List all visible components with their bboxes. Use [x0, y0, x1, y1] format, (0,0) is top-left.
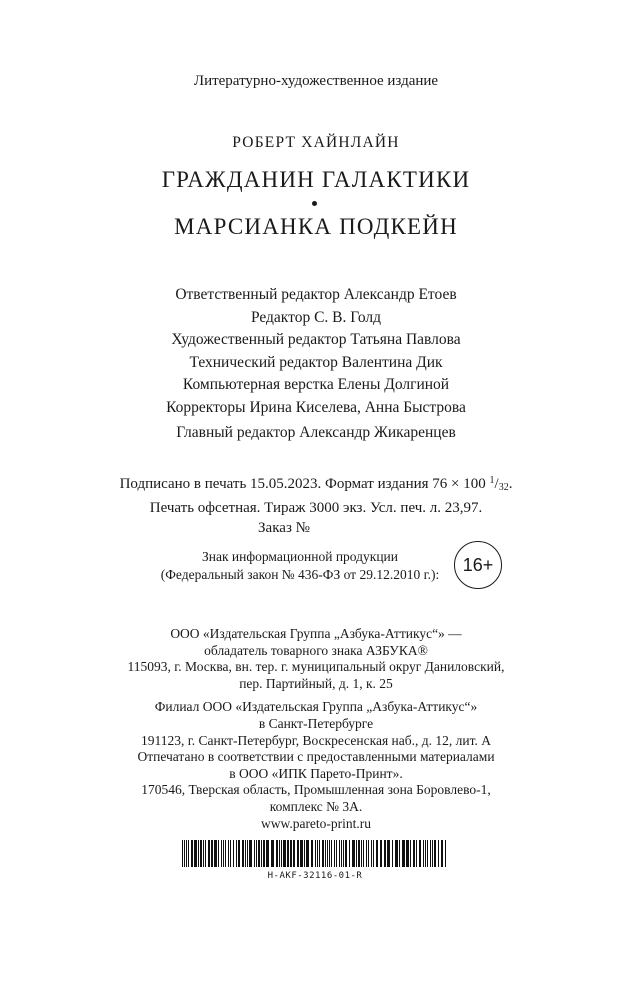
age-rating-badge: 16+ [454, 541, 502, 589]
barcode-bar [211, 840, 213, 867]
barcode-bar [236, 840, 237, 867]
barcode-bar [319, 840, 320, 867]
publisher-line: обладатель товарного знака АЗБУКА® [204, 642, 428, 658]
barcode-bar [352, 840, 355, 867]
printer-line: комплекс № 3А. [269, 798, 363, 814]
barcode-bar [290, 840, 292, 867]
barcode-bar [349, 840, 350, 867]
barcode-bar [214, 840, 217, 867]
branch-line: Филиал ООО «Издательская Группа „Азбука-Аттикус“» [154, 699, 478, 715]
barcode-bar [198, 840, 199, 867]
print-info-line-2: Печать офсетная. Тираж 3000 экз. Усл. печ. л. 23,97. [149, 500, 483, 516]
barcode-bar [225, 840, 226, 867]
barcode-bar [413, 840, 415, 867]
barcode-bar [356, 840, 357, 867]
barcode-bar [334, 840, 335, 867]
credit-line: Редактор С. В. Голд [250, 308, 382, 326]
barcode-bar [423, 840, 424, 867]
barcode-bar [317, 840, 318, 867]
format-denominator: 32 [498, 482, 509, 493]
barcode-bar [205, 840, 206, 867]
branch-line: в Санкт-Петербурге [258, 715, 374, 731]
barcode-bar [339, 840, 340, 867]
branch-line: 191123, г. Санкт-Петербург, Воскресенская наб., д. 12, лит. А [141, 732, 491, 748]
barcode-bar [266, 840, 269, 867]
barcode-bar [300, 840, 303, 867]
barcode-bar [208, 840, 210, 867]
barcode-bar [343, 840, 344, 867]
barcode-bar [311, 840, 313, 867]
credit-line: Компьютерная верстка Елены Долгиной [182, 376, 450, 393]
barcode-bar [263, 840, 265, 867]
publisher-line: ООО «Издательская Группа „Азбука-Аттикус“» — [170, 626, 462, 641]
barcode-bar [366, 840, 367, 867]
printer-line: в ООО «ИПК Парето-Принт». [229, 765, 403, 781]
barcode-bar [258, 840, 260, 867]
publisher-line: 115093, г. Москва, вн. тер. г. муниципальный округ Даниловский, [127, 659, 505, 675]
print-info-text: Подписано в печать 15.05.2023. Формат издания 76 × 100 [119, 476, 490, 492]
barcode-bar [392, 840, 393, 867]
barcode-bar [329, 840, 330, 867]
format-numerator: 1 [489, 475, 495, 486]
barcode-bar [200, 840, 202, 867]
barcode-bar [194, 840, 197, 867]
credit-line: Технический редактор Валентина Дик [189, 353, 443, 371]
barcode-bar [402, 840, 405, 867]
barcode-bar [336, 840, 337, 867]
barcode-bar [341, 840, 342, 867]
barcode-bar [327, 840, 328, 867]
barcode-bar [387, 840, 390, 867]
barcode-bar [261, 840, 262, 867]
barcode-bar [188, 840, 189, 867]
barcode-bar [416, 840, 417, 867]
publisher-line: пер. Партийный, д. 1, к. 25 [239, 675, 393, 691]
book-title-1: ГРАЖДАНИН ГАЛАКТИКИ [161, 167, 471, 192]
printer-line: 170546, Тверская область, Промышленная зона Боровлево-1, [141, 782, 491, 798]
barcode-bar [306, 840, 309, 867]
printer-line: Отпечатано в соответствии с предоставленными материалами [137, 749, 495, 765]
barcode-bar [434, 840, 436, 867]
barcode-bar [358, 840, 360, 867]
barcode-bar [191, 840, 193, 867]
barcode-bar [406, 840, 409, 867]
barcode-bar [238, 840, 240, 867]
barcode-text: H-AKF-32116-01-R [267, 871, 363, 881]
barcode-bar [419, 840, 421, 867]
barcode-bar [184, 840, 185, 867]
barcode-bar [371, 840, 372, 867]
barcode-bar [380, 840, 382, 867]
barcode-bar [249, 840, 252, 867]
book-title-2: МАРСИАНКА ПОДКЕЙН [174, 214, 458, 239]
edition-type: Литературно-художественное издание [193, 73, 439, 89]
barcode-bar [430, 840, 431, 867]
format-slash: / [494, 476, 499, 492]
barcode-bar [345, 840, 347, 867]
barcode-bar [368, 840, 369, 867]
barcode-bar [256, 840, 257, 867]
barcode-bar [283, 840, 286, 867]
info-sign-label: Знак информационной продукции [201, 549, 399, 564]
barcode-bar [254, 840, 255, 867]
barcode-bar [432, 840, 433, 867]
barcode-bar [304, 840, 305, 867]
barcode-bar [293, 840, 295, 867]
barcode-bar [373, 840, 374, 867]
barcode-bar [425, 840, 426, 867]
barcode-bar [395, 840, 398, 867]
editorial-credits [0, 284, 632, 419]
barcode-bar [325, 840, 326, 867]
barcode-bar [203, 840, 204, 867]
barcode-bar [182, 840, 183, 867]
print-info [0, 471, 632, 538]
barcode [182, 840, 448, 867]
barcode-bar [218, 840, 219, 867]
publisher-info [0, 626, 632, 832]
credit-line: Художественный редактор Татьяна Павлова [171, 331, 461, 348]
barcode-bar [315, 840, 316, 867]
info-product-sign [150, 548, 450, 584]
barcode-bar [322, 840, 324, 867]
order-number: Заказ № [258, 520, 310, 536]
print-info-line-1 [0, 471, 632, 498]
info-sign-law: (Федеральный закон № 436-ФЗ от 29.12.2010 г.): [160, 567, 440, 582]
barcode-bar [221, 840, 222, 867]
author-name: РОБЕРТ ХАЙНЛАЙН [232, 134, 400, 151]
barcode-bar [361, 840, 362, 867]
barcode-bar [228, 840, 229, 867]
barcode-bar [399, 840, 400, 867]
barcode-bar [441, 840, 443, 867]
barcode-bar [233, 840, 234, 867]
printer-website: www.pareto-print.ru [260, 815, 372, 831]
chief-editor: Главный редактор Александр Жикаренцев [176, 424, 456, 441]
barcode-bar [271, 840, 274, 867]
barcode-bar [276, 840, 278, 867]
barcode-bar [230, 840, 231, 867]
format-fraction [490, 476, 509, 492]
barcode-bar [245, 840, 246, 867]
barcode-bar [376, 840, 378, 867]
barcode-bar [297, 840, 299, 867]
title-separator-dot [312, 201, 317, 206]
barcode-bar [281, 840, 282, 867]
credit-line: Ответственный редактор Александр Етоев [175, 286, 457, 303]
barcode-bar [363, 840, 364, 867]
barcode-bar [186, 840, 187, 867]
barcode-bar [247, 840, 248, 867]
barcode-bar [287, 840, 289, 867]
barcode-bar [331, 840, 332, 867]
barcode-bar [445, 840, 446, 867]
barcode-bar [242, 840, 244, 867]
barcode-bar [223, 840, 224, 867]
barcode-bar [438, 840, 439, 867]
credit-line: Корректоры Ирина Киселева, Анна Быстрова [166, 398, 466, 416]
print-info-suffix: . [508, 476, 513, 492]
barcode-bar [410, 840, 411, 867]
barcode-bar [279, 840, 280, 867]
barcode-bar [384, 840, 386, 867]
barcode-bar [427, 840, 428, 867]
